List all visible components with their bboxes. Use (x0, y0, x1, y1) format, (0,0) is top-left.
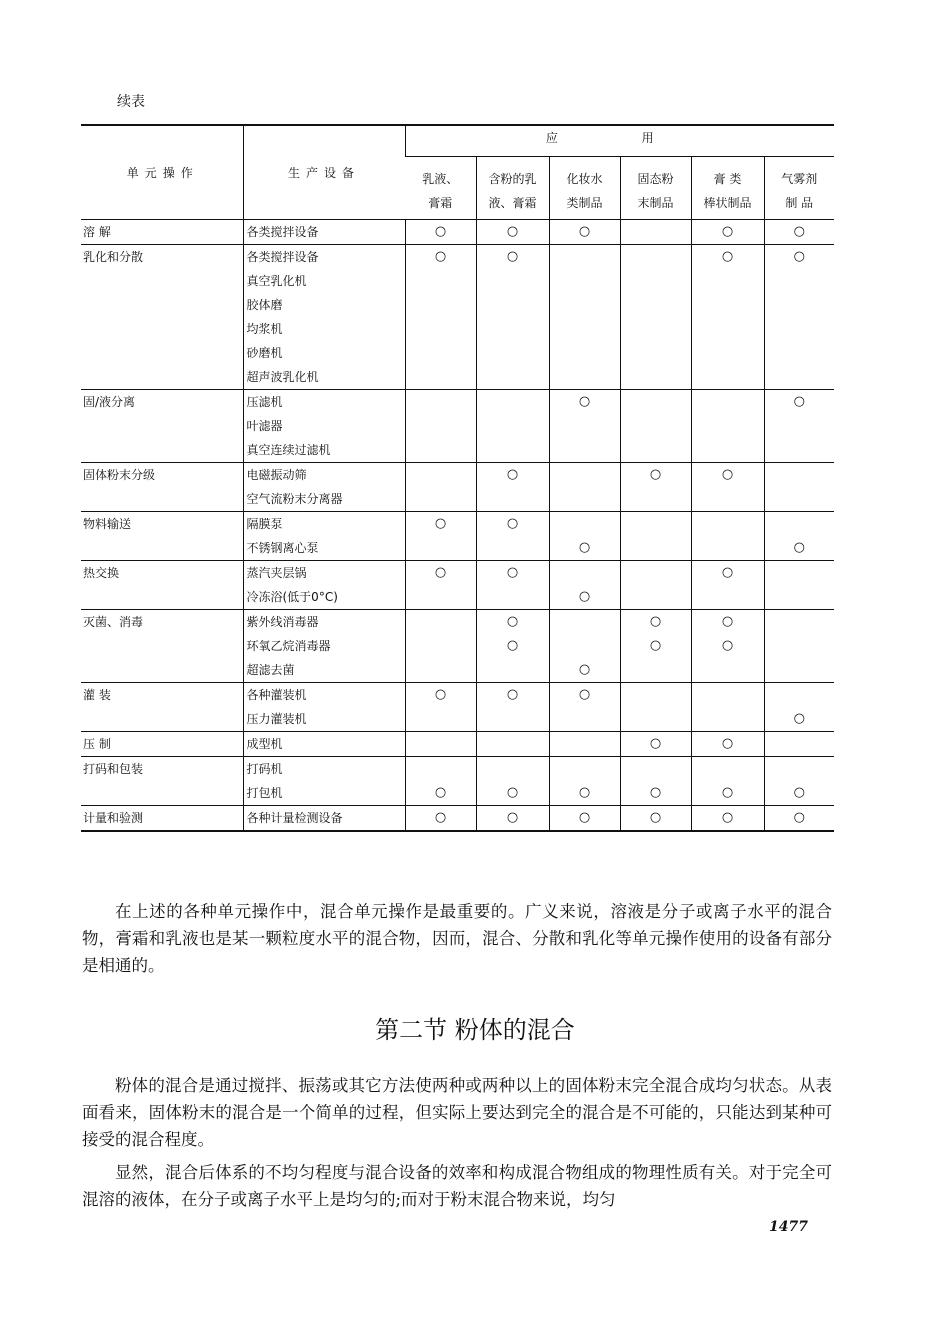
unit-operation-cell: 计量和验测 (81, 806, 243, 832)
applicable-mark: ○ (721, 614, 734, 629)
device-name: 超滤去菌 (246, 663, 295, 677)
header-app-col-line1: 乳液、 (422, 172, 459, 186)
applicable-mark: ○ (578, 589, 591, 604)
application-cell (764, 390, 834, 463)
application-cell (476, 732, 549, 757)
application-cell (476, 806, 549, 832)
application-cell (549, 683, 620, 732)
application-cell (405, 512, 476, 561)
application-cell (691, 561, 764, 610)
applicable-mark: ○ (506, 249, 519, 264)
application-cell (764, 610, 834, 683)
application-cell (691, 806, 764, 832)
applicable-mark: ○ (506, 687, 519, 702)
applicable-mark: ○ (506, 614, 519, 629)
section-title: 第二节 粉体的混合 (375, 1016, 575, 1044)
device-name: 各种计量检测设备 (246, 811, 343, 825)
table-row (81, 757, 834, 806)
header-app-col-line2: 液、膏霜 (488, 196, 537, 210)
application-cell (691, 220, 764, 245)
device-name: 各种灌装机 (246, 688, 307, 702)
header-app-col-line2: 制 品 (785, 196, 814, 210)
application-cell (549, 390, 620, 463)
application-cell (476, 220, 549, 245)
application-cell (764, 512, 834, 561)
applicable-mark: ○ (506, 565, 519, 580)
table-row (81, 390, 834, 463)
header-app-col (764, 157, 834, 220)
device-name: 真空乳化机 (246, 274, 307, 288)
application-cell (620, 732, 691, 757)
device-name: 真空连续过滤机 (246, 443, 331, 457)
header-app-col-line1: 气雾剂 (781, 172, 818, 186)
applicable-mark: ○ (793, 540, 805, 555)
device-name: 均浆机 (246, 322, 283, 336)
applicable-mark: ○ (506, 638, 519, 653)
applicable-mark: ○ (793, 394, 805, 409)
application-cell (476, 683, 549, 732)
unit-operation-cell: 溶 解 (81, 220, 243, 245)
applicable-mark: ○ (793, 810, 805, 825)
applicable-mark: ○ (578, 394, 591, 409)
page-number: 1477 (769, 1219, 808, 1235)
application-cell (405, 610, 476, 683)
applicable-mark: ○ (793, 711, 805, 726)
table-row (81, 732, 834, 757)
device-name: 压力灌装机 (246, 712, 307, 726)
applicable-mark: ○ (793, 249, 805, 264)
application-cell (405, 561, 476, 610)
table-row (81, 610, 834, 683)
applicable-mark: ○ (578, 687, 591, 702)
application-cell (620, 463, 691, 512)
applicable-mark: ○ (506, 785, 519, 800)
application-cell (549, 463, 620, 512)
application-cell (620, 561, 691, 610)
applicable-mark: ○ (434, 785, 447, 800)
device-name: 成型机 (246, 737, 283, 751)
device-name: 紫外线消毒器 (246, 615, 319, 629)
paragraph-1-text: 在上述的各种单元操作中，混合单元操作是最重要的。广义来说，溶液是分子或离子水平的混合物，膏霜和乳液也是某一颗粒度水平的混合物，因而，混合、分散和乳化等单元操作使用的设备有部分是相通的。 (82, 902, 832, 975)
device-cell (243, 757, 405, 806)
applicable-mark: ○ (434, 249, 447, 264)
application-cell (549, 806, 620, 832)
header-app-col-line1: 含粉的乳 (488, 172, 537, 186)
applicable-mark: ○ (434, 687, 447, 702)
application-cell (476, 390, 549, 463)
table-row (81, 512, 834, 561)
application-cell (549, 610, 620, 683)
application-cell (764, 806, 834, 832)
paragraph-2-text: 粉体的混合是通过搅拌、振荡或其它方法使两种或两种以上的固体粉末完全混合成均匀状态。从表面看来，固体粉末的混合是一个简单的过程，但实际上要达到完全的混合是不可能的，只能达到某种可接受的混合程度。 (82, 1076, 832, 1149)
header-app-col-line2: 棒状制品 (703, 196, 752, 210)
application-cell (620, 220, 691, 245)
equipment-table (81, 124, 834, 832)
applicable-mark: ○ (506, 467, 519, 482)
application-cell (476, 610, 549, 683)
device-name: 空气流粉末分离器 (246, 492, 343, 506)
device-cell (243, 561, 405, 610)
unit-operation-cell: 打码和包装 (81, 757, 243, 806)
device-cell (243, 610, 405, 683)
unit-operation-cell: 乳化和分散 (81, 245, 243, 390)
header-app-col-line2: 末制品 (637, 196, 674, 210)
header-app-col (476, 157, 549, 220)
application-cell (405, 806, 476, 832)
application-cell (764, 561, 834, 610)
device-cell (243, 390, 405, 463)
device-name: 环氧乙烷消毒器 (246, 639, 331, 653)
unit-operation-cell: 物料输送 (81, 512, 243, 561)
header-app-col (620, 157, 691, 220)
application-cell (549, 245, 620, 390)
applicable-mark: ○ (649, 614, 662, 629)
application-cell (405, 732, 476, 757)
applicable-mark: ○ (649, 736, 662, 751)
header-unit-operation: 单元操作 (81, 125, 243, 220)
application-cell (549, 220, 620, 245)
header-production-device: 生产设备 (243, 125, 405, 220)
application-cell (620, 610, 691, 683)
device-name: 打包机 (246, 786, 283, 800)
application-cell (405, 463, 476, 512)
table-row (81, 683, 834, 732)
device-cell (243, 512, 405, 561)
application-cell (405, 390, 476, 463)
device-name: 打码机 (246, 762, 283, 776)
device-name: 压滤机 (246, 395, 283, 409)
unit-operation-cell: 固体粉末分级 (81, 463, 243, 512)
header-application: 应 用 (405, 125, 834, 157)
device-name: 电磁振动筛 (246, 468, 307, 482)
application-cell (405, 220, 476, 245)
application-cell (549, 561, 620, 610)
application-cell (691, 683, 764, 732)
application-cell (620, 757, 691, 806)
header-app-col-line1: 化妆水 (566, 172, 603, 186)
application-cell (476, 512, 549, 561)
applicable-mark: ○ (434, 565, 447, 580)
device-name: 叶滤器 (246, 419, 283, 433)
applicable-mark: ○ (721, 249, 734, 264)
device-name: 砂磨机 (246, 346, 283, 360)
device-cell (243, 806, 405, 832)
application-cell (620, 390, 691, 463)
application-cell (764, 757, 834, 806)
applicable-mark: ○ (578, 224, 591, 239)
paragraph-3-text: 显然，混合后体系的不均匀程度与混合设备的效率和构成混合物组成的物理性质有关。对于完全可混溶的液体，在分子或离子水平上是均匀的;而对于粉末混合物来说，均匀 (82, 1163, 832, 1209)
device-name: 蒸汽夹层锅 (246, 566, 307, 580)
applicable-mark: ○ (793, 224, 805, 239)
application-cell (620, 683, 691, 732)
application-cell (476, 245, 549, 390)
applicable-mark: ○ (434, 516, 447, 531)
applicable-mark: ○ (721, 565, 734, 580)
device-name: 超声波乳化机 (246, 370, 319, 384)
table-row (81, 220, 834, 245)
unit-operation-cell: 灌 装 (81, 683, 243, 732)
applicable-mark: ○ (721, 638, 734, 653)
application-cell (691, 463, 764, 512)
device-cell (243, 245, 405, 390)
applicable-mark: ○ (578, 785, 591, 800)
continued-label: 续表 (117, 94, 145, 110)
application-cell (620, 245, 691, 390)
header-app-col-line2: 膏霜 (428, 196, 453, 210)
applicable-mark: ○ (578, 540, 591, 555)
applicable-mark: ○ (649, 785, 662, 800)
applicable-mark: ○ (721, 785, 734, 800)
applicable-mark: ○ (793, 785, 805, 800)
header-app-col (405, 157, 476, 220)
applicable-mark: ○ (506, 810, 519, 825)
device-cell (243, 683, 405, 732)
application-cell (764, 220, 834, 245)
applicable-mark: ○ (578, 662, 591, 677)
device-name: 冷冻浴(低于0°C) (246, 590, 338, 604)
paragraph-1 (82, 898, 832, 985)
application-cell (476, 561, 549, 610)
applicable-mark: ○ (721, 810, 734, 825)
header-app-col-line1: 固态粉 (637, 172, 674, 186)
application-cell (764, 245, 834, 390)
device-name: 隔膜泵 (246, 517, 283, 531)
application-cell (620, 806, 691, 832)
header-app-col-line2: 类制品 (566, 196, 603, 210)
application-cell (691, 512, 764, 561)
header-app-col (691, 157, 764, 220)
application-cell (764, 683, 834, 732)
header-app-col (549, 157, 620, 220)
application-cell (691, 757, 764, 806)
device-name: 各类搅拌设备 (246, 225, 319, 239)
body-text (82, 1072, 832, 1219)
header-app-col-line1: 膏 类 (713, 172, 742, 186)
application-cell (764, 732, 834, 757)
application-cell (620, 512, 691, 561)
application-cell (764, 463, 834, 512)
device-cell (243, 732, 405, 757)
application-cell (405, 757, 476, 806)
table-row (81, 561, 834, 610)
application-cell (405, 245, 476, 390)
device-name: 各类搅拌设备 (246, 250, 319, 264)
application-cell (405, 683, 476, 732)
application-cell (691, 390, 764, 463)
applicable-mark: ○ (649, 638, 662, 653)
unit-operation-cell: 灭菌、消毒 (81, 610, 243, 683)
applicable-mark: ○ (721, 224, 734, 239)
application-cell (476, 463, 549, 512)
device-name: 胶体磨 (246, 298, 283, 312)
device-name: 不锈钢离心泵 (246, 541, 319, 555)
table-row (81, 806, 834, 832)
application-cell (549, 732, 620, 757)
unit-operation-cell: 固/液分离 (81, 390, 243, 463)
unit-operation-cell: 压 制 (81, 732, 243, 757)
unit-operation-cell: 热交换 (81, 561, 243, 610)
table-row (81, 245, 834, 390)
applicable-mark: ○ (434, 810, 447, 825)
applicable-mark: ○ (506, 516, 519, 531)
device-cell (243, 463, 405, 512)
applicable-mark: ○ (649, 467, 662, 482)
applicable-mark: ○ (506, 224, 519, 239)
table-row (81, 463, 834, 512)
device-cell (243, 220, 405, 245)
application-cell (476, 757, 549, 806)
applicable-mark: ○ (721, 467, 734, 482)
application-cell (691, 732, 764, 757)
application-cell (691, 245, 764, 390)
application-cell (549, 512, 620, 561)
applicable-mark: ○ (578, 810, 591, 825)
applicable-mark: ○ (649, 810, 662, 825)
applicable-mark: ○ (721, 736, 734, 751)
application-cell (691, 610, 764, 683)
applicable-mark: ○ (434, 224, 447, 239)
application-cell (549, 757, 620, 806)
